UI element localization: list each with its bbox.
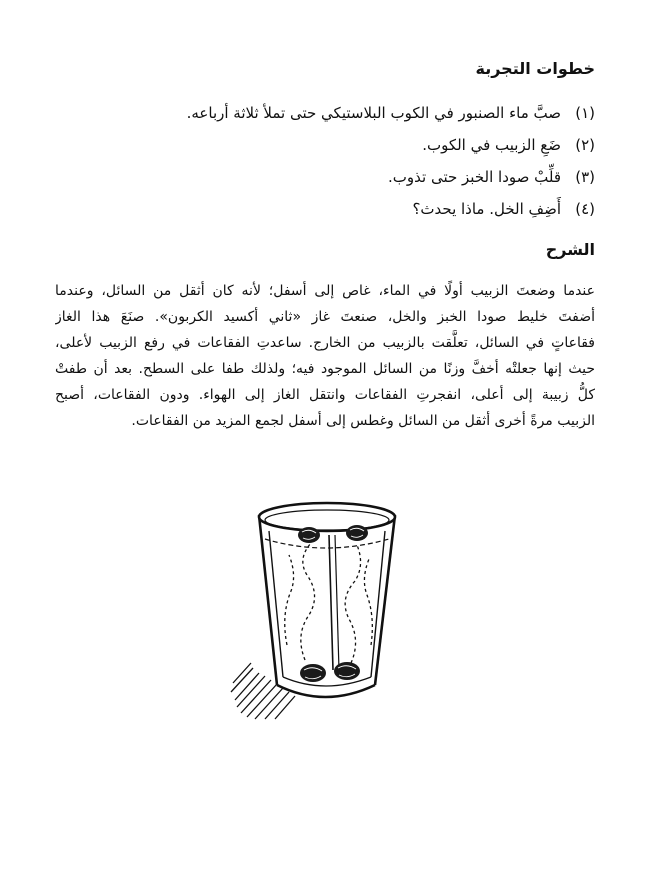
explanation-heading: الشرح xyxy=(545,240,595,259)
step-item xyxy=(55,161,595,193)
step-text: صبَّ ماء الصنبور في الكوب البلاستيكي حتى تملأ ثلاثة أرباعه. xyxy=(186,104,561,122)
explanation-line: حيث إنها جعلتْه أخفَّ وزنًا من السائل الموجود فيه؛ ولذلك طفا على السطح. بعد أن طفتْ xyxy=(55,361,595,377)
floating-raisin xyxy=(346,525,368,541)
step-text: قلِّبْ صودا الخبز حتى تذوب. xyxy=(388,168,561,186)
step-number: (١) xyxy=(575,104,595,122)
explanation-line: كلُّ زبيبة إلى أعلى، انفجرتِ الفقاعات وانتقل الغاز إلى الهواء. ودون الفقاعات، أصبح xyxy=(55,387,595,403)
glass-with-raisins-illustration xyxy=(225,495,425,720)
explanation-line: عندما وضعتَ الزبيب أولًا في الماء، غاص إلى أسفل؛ لأنه كان أثقل من السائل، وعندما xyxy=(55,283,595,299)
explanation-line: الزبيب مرةً أخرى أثقل من السائل وغطس إلى أسفل لجمع المزيد من الفقاعات. xyxy=(131,413,595,429)
sunken-raisin xyxy=(300,664,326,682)
step-number: (٢) xyxy=(575,136,595,154)
explanation-paragraph xyxy=(55,278,595,434)
floating-raisin xyxy=(298,527,320,543)
step-item xyxy=(55,97,595,129)
steps-list xyxy=(55,97,595,225)
step-text: أَضِفِ الخل. ماذا يحدث؟ xyxy=(412,200,561,218)
sunken-raisin xyxy=(334,662,360,680)
steps-heading: خطوات التجربة xyxy=(475,59,595,78)
step-text: ضَعِ الزبيب في الكوب. xyxy=(422,136,561,154)
explanation-line: أضفتَ خليط صودا الخبز والخل، صنعتَ غاز «ثاني أكسيد الكربون». صنَعَ هذا الغاز xyxy=(55,309,595,325)
step-item xyxy=(55,193,595,225)
step-item xyxy=(55,129,595,161)
explanation-line: فقاعاتٍ في السائل، تعلَّقت بالزبيب من الخارج. ساعدتِ الفقاعات في رفع الزبيب لأعلى، xyxy=(55,335,595,351)
step-number: (٣) xyxy=(575,168,595,186)
step-number: (٤) xyxy=(575,200,595,218)
